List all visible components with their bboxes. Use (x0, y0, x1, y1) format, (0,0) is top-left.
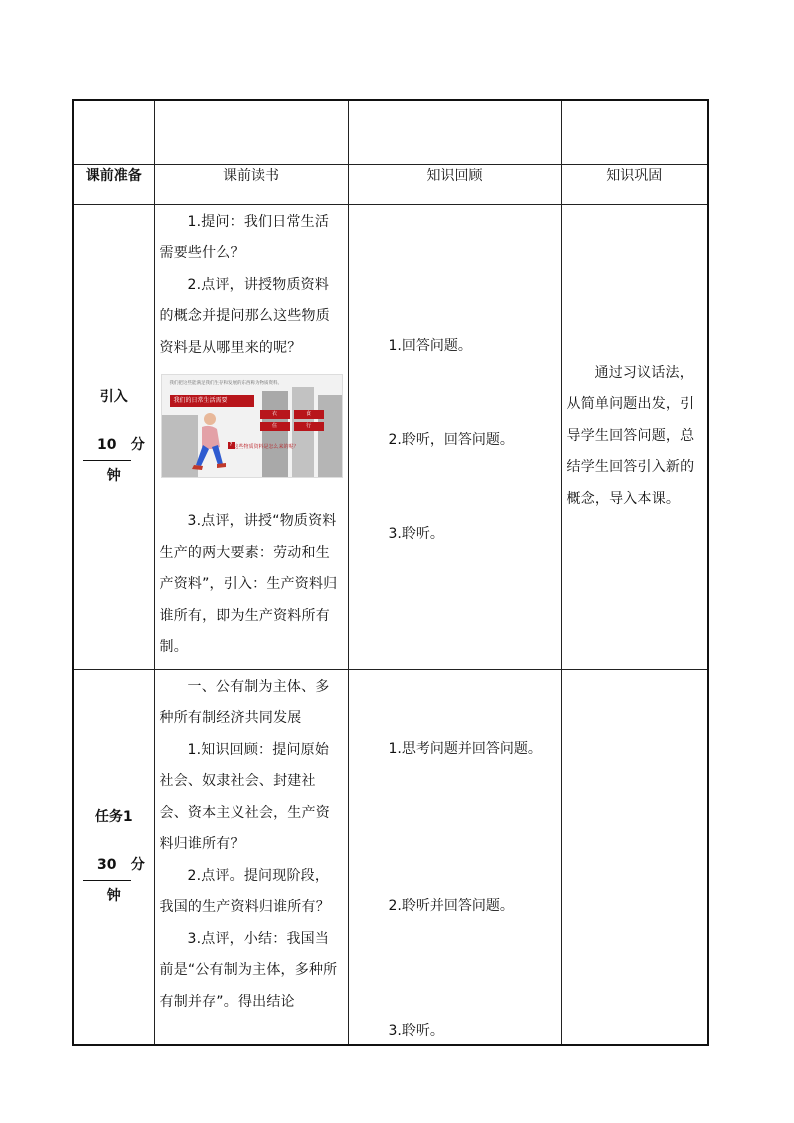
task1-duration (74, 850, 154, 881)
walking-person-icon (182, 411, 232, 475)
task1-label-cell (73, 669, 154, 1045)
task1-teacher-p2: 2.点评。提问现阶段，我国的生产资料归谁所有？ (159, 867, 330, 915)
slide-building (292, 387, 314, 477)
blank-cell (561, 100, 708, 164)
slide-box: 食 (294, 410, 324, 419)
task1-teacher-p0: 一、公有制为主体、多种所有制经济共同发展 (159, 678, 330, 726)
intro-student-cell (348, 204, 561, 669)
task1-unit-b: 钟 (106, 888, 121, 905)
header-prep: 课前准备 (73, 164, 154, 204)
task1-teacher-p3: 3.点评，小结：我国当前是“公有制为主体，多种所有制并存”。得出结论 (159, 930, 338, 1010)
slide-box: 住 (260, 422, 290, 431)
slide-question: 这些物质资料是怎么来的呢？ (233, 444, 299, 450)
task1-student-cell (348, 669, 561, 1045)
intro-minutes: 10 (83, 430, 131, 461)
blank-cell (154, 100, 348, 164)
task1-student-2: 2.聆听并回答问题。 (388, 897, 514, 914)
blank-cell (73, 100, 154, 164)
task1-unit: 分 (130, 857, 145, 874)
intro-duration (74, 430, 154, 461)
lesson-plan-table (72, 99, 709, 1046)
task1-design-cell (561, 669, 708, 1045)
intro-design-cell (561, 204, 708, 669)
header-reading: 课前读书 (154, 164, 348, 204)
task1-student-3: 3.聆听。 (388, 1022, 444, 1039)
task1-label: 任务1 (94, 809, 133, 826)
intro-teacher-p3: 3.点评，讲授“物质资料生产的两大要素：劳动和生产资料”，引入：生产资料归谁所有，即为生产资料所有制。 (159, 513, 338, 655)
intro-label-cell (73, 204, 154, 669)
header-row (73, 164, 708, 204)
intro-label: 引入 (99, 389, 128, 405)
intro-unit: 分 (130, 437, 145, 453)
slide-box: 行 (294, 422, 324, 431)
intro-student-2: 2.聆听，回答问题。 (388, 431, 514, 448)
slide-box: 衣 (260, 410, 290, 419)
intro-teacher-p1: 1.提问：我们日常生活需要些什么？ (159, 213, 330, 261)
intro-teacher-cell (154, 204, 348, 669)
header-review: 知识回顾 (348, 164, 561, 204)
slide-building (318, 395, 342, 477)
intro-slide-image (161, 374, 343, 478)
intro-design: 通过习议话法，从简单问题出发，引导学生回答问题，总结学生回答引入新的概念，导入本课。 (566, 364, 695, 507)
blank-top-row (73, 100, 708, 164)
blank-cell (348, 100, 561, 164)
header-consolidate: 知识巩固 (561, 164, 708, 204)
slide-caption: 我们把这些能满足我们生存和发展的东西称为物质资料。 (169, 381, 282, 386)
intro-student-3: 3.聆听。 (388, 525, 444, 542)
task1-minutes: 30 (83, 850, 131, 881)
intro-row (73, 204, 708, 669)
intro-student-1: 1.回答问题。 (388, 337, 472, 354)
intro-teacher-p2: 2.点评，讲授物质资料的概念并提问那么这些物质资料是从哪里来的呢？ (159, 276, 330, 356)
intro-unit-b: 钟 (106, 468, 121, 484)
task1-student-1: 1.思考问题并回答问题。 (388, 740, 542, 757)
slide-building (262, 391, 288, 477)
task1-teacher-cell (154, 669, 348, 1045)
slide-banner: 我们的日常生活需要 (170, 395, 254, 407)
task1-row (73, 669, 708, 1045)
task1-teacher-p1: 1.知识回顾：提问原始社会、奴隶社会、封建社会、资本主义社会，生产资料归谁所有？ (159, 741, 330, 852)
question-mark-icon: ? (228, 442, 235, 449)
